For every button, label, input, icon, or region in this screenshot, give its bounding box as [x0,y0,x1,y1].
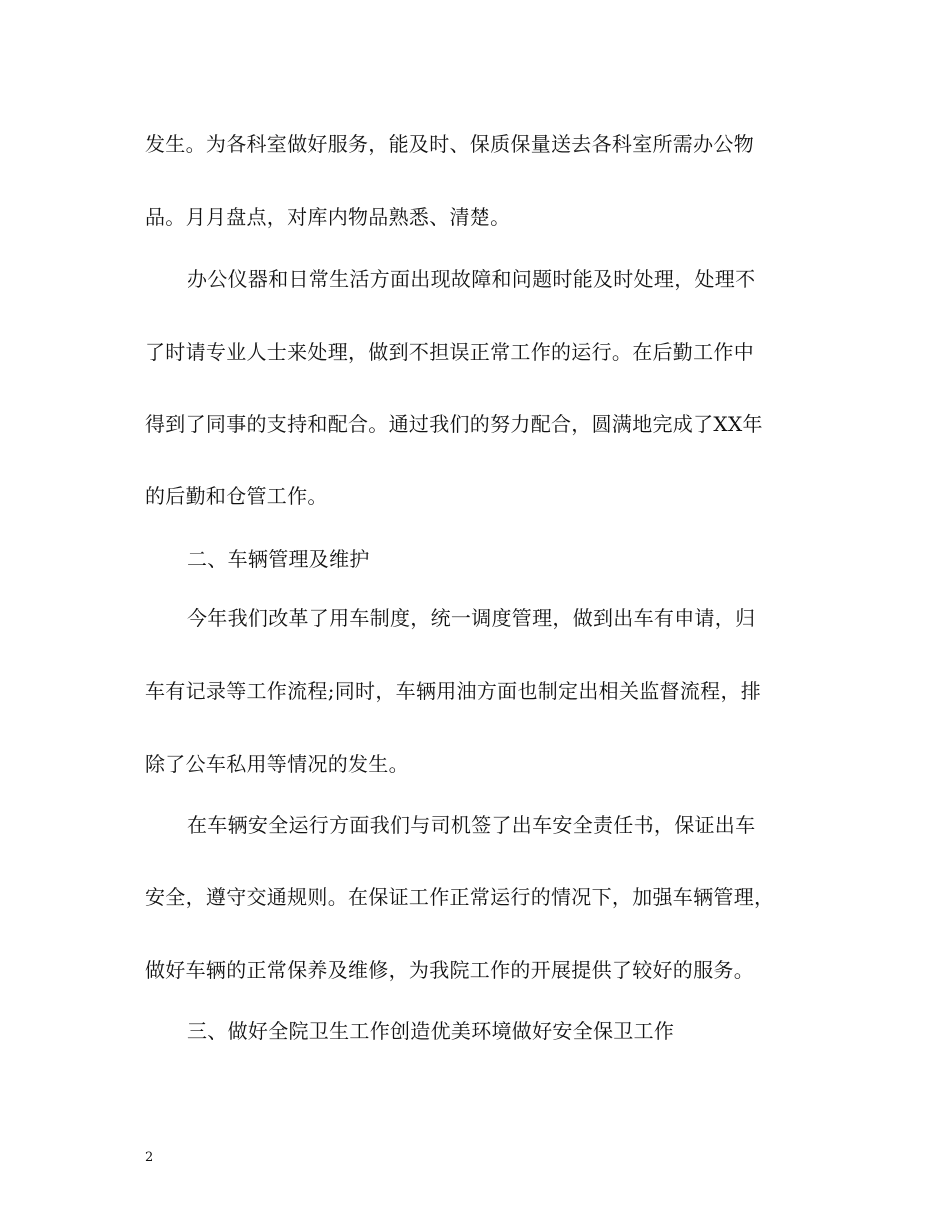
paragraph-line-3: 办公仪器和日常生活方面出现故障和问题时能及时处理，处理不 [187,267,756,291]
paragraph-line-11: 安全，遵守交通规则。在保证工作正常运行的情况下，加强车辆管理， [145,885,775,909]
paragraph-line-12: 做好车辆的正常保养及维修，为我院工作的开展提供了较好的服务。 [145,958,754,982]
paragraph-line-6: 的后勤和仓管工作。 [145,484,328,508]
paragraph-line-1: 发生。为各科室做好服务，能及时、保质保量送去各科室所需办公物 [145,132,754,156]
paragraph-line-7: 今年我们改革了用车制度，统一调度管理，做到出车有申请，归 [187,606,756,630]
section-heading-3: 三、做好全院卫生工作创造优美环境做好安全保卫工作 [187,1019,675,1043]
section-heading-2: 二、车辆管理及维护 [187,547,370,571]
paragraph-line-10: 在车辆安全运行方面我们与司机签了出车安全责任书，保证出车 [187,813,756,837]
paragraph-line-5: 得到了同事的支持和配合。通过我们的努力配合，圆满地完成了XX年 [145,412,763,436]
paragraph-line-8: 车有记录等工作流程;同时，车辆用油方面也制定出相关监督流程，排 [145,679,762,703]
page-number: 2 [145,1150,154,1165]
paragraph-line-2: 品。月月盘点，对库内物品熟悉、清楚。 [145,205,511,229]
paragraph-line-9: 除了公车私用等情况的发生。 [145,752,409,776]
paragraph-line-4: 了时请专业人士来处理，做到不担误正常工作的运行。在后勤工作中 [145,340,754,364]
